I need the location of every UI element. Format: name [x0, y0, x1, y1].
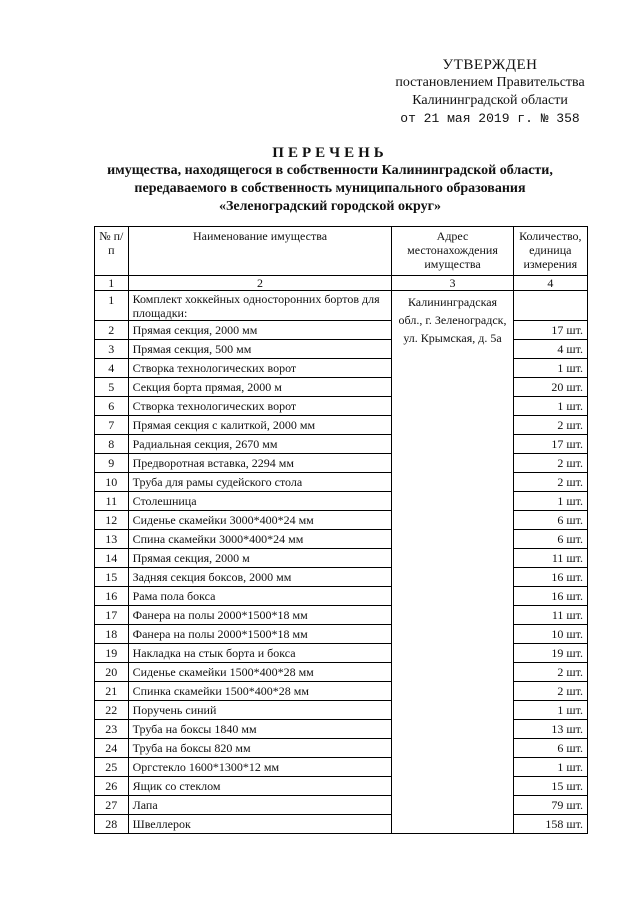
- row-name: Труба на боксы 820 мм: [128, 739, 392, 758]
- row-quantity: 6 шт.: [513, 511, 587, 530]
- table-row: [95, 511, 588, 530]
- row-name: Столешница: [128, 492, 392, 511]
- row-quantity: 2 шт.: [513, 416, 587, 435]
- row-name: Радиальная секция, 2670 мм: [128, 435, 392, 454]
- row-name: Ящик со стеклом: [128, 777, 392, 796]
- colnum-3: 3: [392, 276, 513, 291]
- row-name: Прямая секция с калиткой, 2000 мм: [128, 416, 392, 435]
- row-number: 1: [95, 291, 129, 321]
- row-quantity: 1 шт.: [513, 397, 587, 416]
- table-row: [95, 777, 588, 796]
- row-quantity: 15 шт.: [513, 777, 587, 796]
- row-number: 26: [95, 777, 129, 796]
- title-line-1: имущества, находящегося в собственности Калининградской области,: [107, 163, 553, 178]
- row-quantity: 11 шт.: [513, 606, 587, 625]
- row-name: Рама пола бокса: [128, 587, 392, 606]
- row-quantity: 2 шт.: [513, 663, 587, 682]
- row-quantity: 13 шт.: [513, 720, 587, 739]
- table-body: [95, 291, 588, 834]
- table-row: [95, 625, 588, 644]
- document-title: [80, 144, 580, 216]
- table-row: [95, 644, 588, 663]
- row-number: 27: [95, 796, 129, 815]
- table-row: [95, 568, 588, 587]
- colnum-4: 4: [513, 276, 587, 291]
- approval-line-1: постановлением Правительства: [395, 75, 585, 90]
- table-row: [95, 530, 588, 549]
- row-number: 9: [95, 454, 129, 473]
- header-address: Адрес местонахождения имущества: [392, 227, 513, 276]
- row-quantity: 2 шт.: [513, 682, 587, 701]
- table-row: [95, 321, 588, 340]
- row-quantity: 17 шт.: [513, 321, 587, 340]
- row-quantity: 2 шт.: [513, 454, 587, 473]
- table-row: [95, 416, 588, 435]
- row-quantity: 16 шт.: [513, 568, 587, 587]
- table-row: [95, 663, 588, 682]
- table-row: [95, 378, 588, 397]
- row-number: 25: [95, 758, 129, 777]
- row-number: 20: [95, 663, 129, 682]
- table-row: [95, 291, 588, 321]
- table-row: [95, 435, 588, 454]
- row-name: Спинка скамейки 1500*400*28 мм: [128, 682, 392, 701]
- row-name: Труба для рамы судейского стола: [128, 473, 392, 492]
- table-row: [95, 701, 588, 720]
- row-quantity: 6 шт.: [513, 739, 587, 758]
- row-quantity: 17 шт.: [513, 435, 587, 454]
- row-number: 24: [95, 739, 129, 758]
- row-number: 14: [95, 549, 129, 568]
- row-name: Предворотная вставка, 2294 мм: [128, 454, 392, 473]
- row-number: 13: [95, 530, 129, 549]
- row-quantity: 1 шт.: [513, 701, 587, 720]
- row-name: Поручень синий: [128, 701, 392, 720]
- row-number: 11: [95, 492, 129, 511]
- row-number: 15: [95, 568, 129, 587]
- row-quantity: 158 шт.: [513, 815, 587, 834]
- row-number: 4: [95, 359, 129, 378]
- row-name: Фанера на полы 2000*1500*18 мм: [128, 625, 392, 644]
- row-number: 6: [95, 397, 129, 416]
- row-quantity: 1 шт.: [513, 359, 587, 378]
- row-quantity: 16 шт.: [513, 587, 587, 606]
- row-name: Лапа: [128, 796, 392, 815]
- table-row: [95, 815, 588, 834]
- row-quantity: 79 шт.: [513, 796, 587, 815]
- row-number: 28: [95, 815, 129, 834]
- header-quantity: Количество, единица измерения: [513, 227, 587, 276]
- row-quantity: 6 шт.: [513, 530, 587, 549]
- row-name: Прямая секция, 2000 мм: [128, 321, 392, 340]
- table-row: [95, 758, 588, 777]
- row-number: 2: [95, 321, 129, 340]
- row-quantity: [513, 291, 587, 321]
- approval-date: от 21 мая 2019 г. № 358: [400, 111, 580, 126]
- row-name: Задняя секция боксов, 2000 мм: [128, 568, 392, 587]
- row-quantity: 2 шт.: [513, 473, 587, 492]
- row-quantity: 20 шт.: [513, 378, 587, 397]
- row-number: 8: [95, 435, 129, 454]
- row-number: 23: [95, 720, 129, 739]
- table-row: [95, 473, 588, 492]
- table-row: [95, 397, 588, 416]
- row-name: Накладка на стык борта и бокса: [128, 644, 392, 663]
- header-num: № п/п: [95, 227, 129, 276]
- colnum-2: 2: [128, 276, 392, 291]
- row-name: Швеллерок: [128, 815, 392, 834]
- row-number: 16: [95, 587, 129, 606]
- table-row: [95, 739, 588, 758]
- row-number: 10: [95, 473, 129, 492]
- row-quantity: 10 шт.: [513, 625, 587, 644]
- row-quantity: 19 шт.: [513, 644, 587, 663]
- approval-block: [380, 56, 600, 128]
- row-name: Спина скамейки 3000*400*24 мм: [128, 530, 392, 549]
- table-row: [95, 606, 588, 625]
- row-number: 22: [95, 701, 129, 720]
- row-name: Створка технологических ворот: [128, 359, 392, 378]
- row-name: Фанера на полы 2000*1500*18 мм: [128, 606, 392, 625]
- table-row: [95, 682, 588, 701]
- column-numbers-row: [95, 276, 588, 291]
- table-row: [95, 796, 588, 815]
- colnum-1: 1: [95, 276, 129, 291]
- row-name: Комплект хоккейных односторонних бортов для площадки:: [128, 291, 392, 321]
- row-quantity: 4 шт.: [513, 340, 587, 359]
- row-name: Прямая секция, 500 мм: [128, 340, 392, 359]
- title-line-2: передаваемого в собственность муниципального образования: [134, 181, 526, 196]
- row-name: Сиденье скамейки 3000*400*24 мм: [128, 511, 392, 530]
- row-quantity: 11 шт.: [513, 549, 587, 568]
- row-name: Оргстекло 1600*1300*12 мм: [128, 758, 392, 777]
- row-number: 19: [95, 644, 129, 663]
- row-number: 21: [95, 682, 129, 701]
- row-name: Прямая секция, 2000 м: [128, 549, 392, 568]
- row-address: Калининградская обл., г. Зеленоградск, ул. Крымская, д. 5а: [392, 291, 513, 834]
- title-line-3: «Зеленоградский городской округ»: [218, 199, 442, 214]
- row-quantity: 1 шт.: [513, 492, 587, 511]
- row-quantity: 1 шт.: [513, 758, 587, 777]
- row-name: Сиденье скамейки 1500*400*28 мм: [128, 663, 392, 682]
- approval-line-2: Калининградской области: [412, 93, 568, 108]
- title-main: ПЕРЕЧЕНЬ: [272, 145, 388, 161]
- table-row: [95, 587, 588, 606]
- table-row: [95, 340, 588, 359]
- row-number: 5: [95, 378, 129, 397]
- row-name: Створка технологических ворот: [128, 397, 392, 416]
- header-name: Наименование имущества: [128, 227, 392, 276]
- row-number: 18: [95, 625, 129, 644]
- table-row: [95, 720, 588, 739]
- table-row: [95, 454, 588, 473]
- row-name: Секция борта прямая, 2000 м: [128, 378, 392, 397]
- row-number: 12: [95, 511, 129, 530]
- approval-heading: УТВЕРЖДЕН: [442, 57, 538, 73]
- table-header-row: [95, 227, 588, 276]
- table-row: [95, 549, 588, 568]
- row-number: 3: [95, 340, 129, 359]
- row-name: Труба на боксы 1840 мм: [128, 720, 392, 739]
- row-number: 17: [95, 606, 129, 625]
- row-number: 7: [95, 416, 129, 435]
- property-table: [94, 226, 588, 834]
- table-row: [95, 359, 588, 378]
- table-row: [95, 492, 588, 511]
